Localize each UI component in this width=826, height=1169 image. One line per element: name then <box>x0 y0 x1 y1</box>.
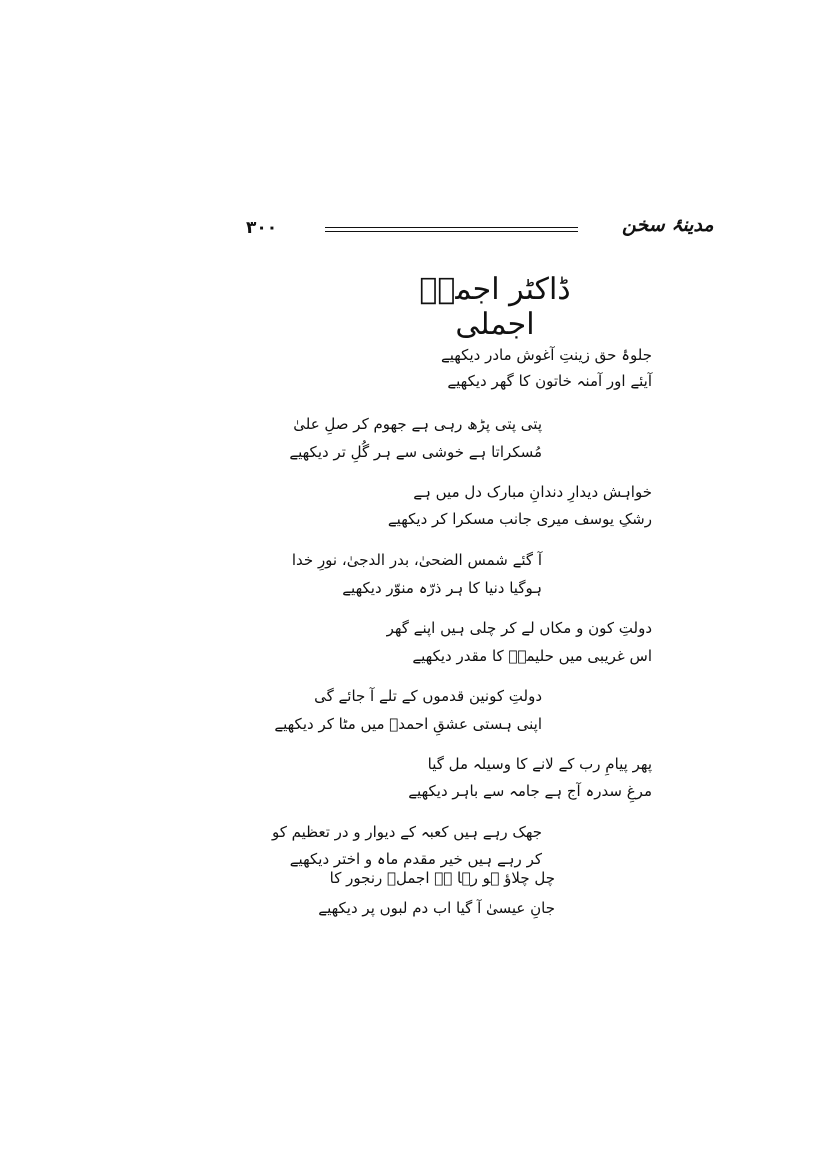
verse: دولتِ کونین قدموں کے تلے آ جائے گی <box>314 687 542 705</box>
verse: اپنی ہستی عشقِ احمدؐ میں مٹا کر دیکھیے <box>274 715 542 733</box>
verse: مرغِ سدرہ آج ہے جامہ سے باہر دیکھیے <box>408 782 652 800</box>
verse: پھر پیامِ رب کے لانے کا وسیلہ مل گیا <box>427 755 652 773</box>
page-number: ۳۰۰ <box>246 218 278 238</box>
verse: اس غریبی میں حلیمہؓ کا مقدر دیکھیے <box>412 647 652 665</box>
verse: جلوۂ حق زینتِ آغوش مادر دیکھیے <box>440 346 652 364</box>
verse: مُسکراتا ہے خوشی سے ہر گُلِ تر دیکھیے <box>289 443 542 461</box>
verse: رشکِ یوسف میری جانب مسکرا کر دیکھیے <box>387 510 652 528</box>
verse: کر رہے ہیں خیر مقدم ماہ و اختر دیکھیے <box>289 850 542 868</box>
verse: ہوگیا دنیا کا ہر ذرّہ منوّر دیکھیے <box>342 579 542 597</box>
running-title: مدینۂ سخن <box>622 214 714 236</box>
verse: پتی پتی پڑھ رہی ہے جھوم کر صلِ علیٰ <box>293 415 542 433</box>
verse: خواہش دیدارِ دندانِ مبارک دل میں ہے <box>413 483 652 501</box>
verse: آیئے اور آمنہ خاتون کا گھر دیکھیے <box>447 372 652 390</box>
verse: آ گئے شمس الضحیٰ، بدر الدجیٰ، نورِ خدا <box>291 551 542 569</box>
verse: دولتِ کون و مکاں لے کر چلی ہیں اپنے گھر <box>386 619 652 637</box>
poet-name: ڈاکٹر اجملؔ اجملی <box>419 272 571 342</box>
verse: جھک رہے ہیں کعبہ کے دیوار و در تعظیم کو <box>272 823 542 841</box>
verse: جانِ عیسیٰ آ گیا اب دم لبوں پر دیکھیے <box>318 899 555 917</box>
verse: چل چلاؤ ہو رہا ہے اجملؔ رنجور کا <box>329 869 555 887</box>
